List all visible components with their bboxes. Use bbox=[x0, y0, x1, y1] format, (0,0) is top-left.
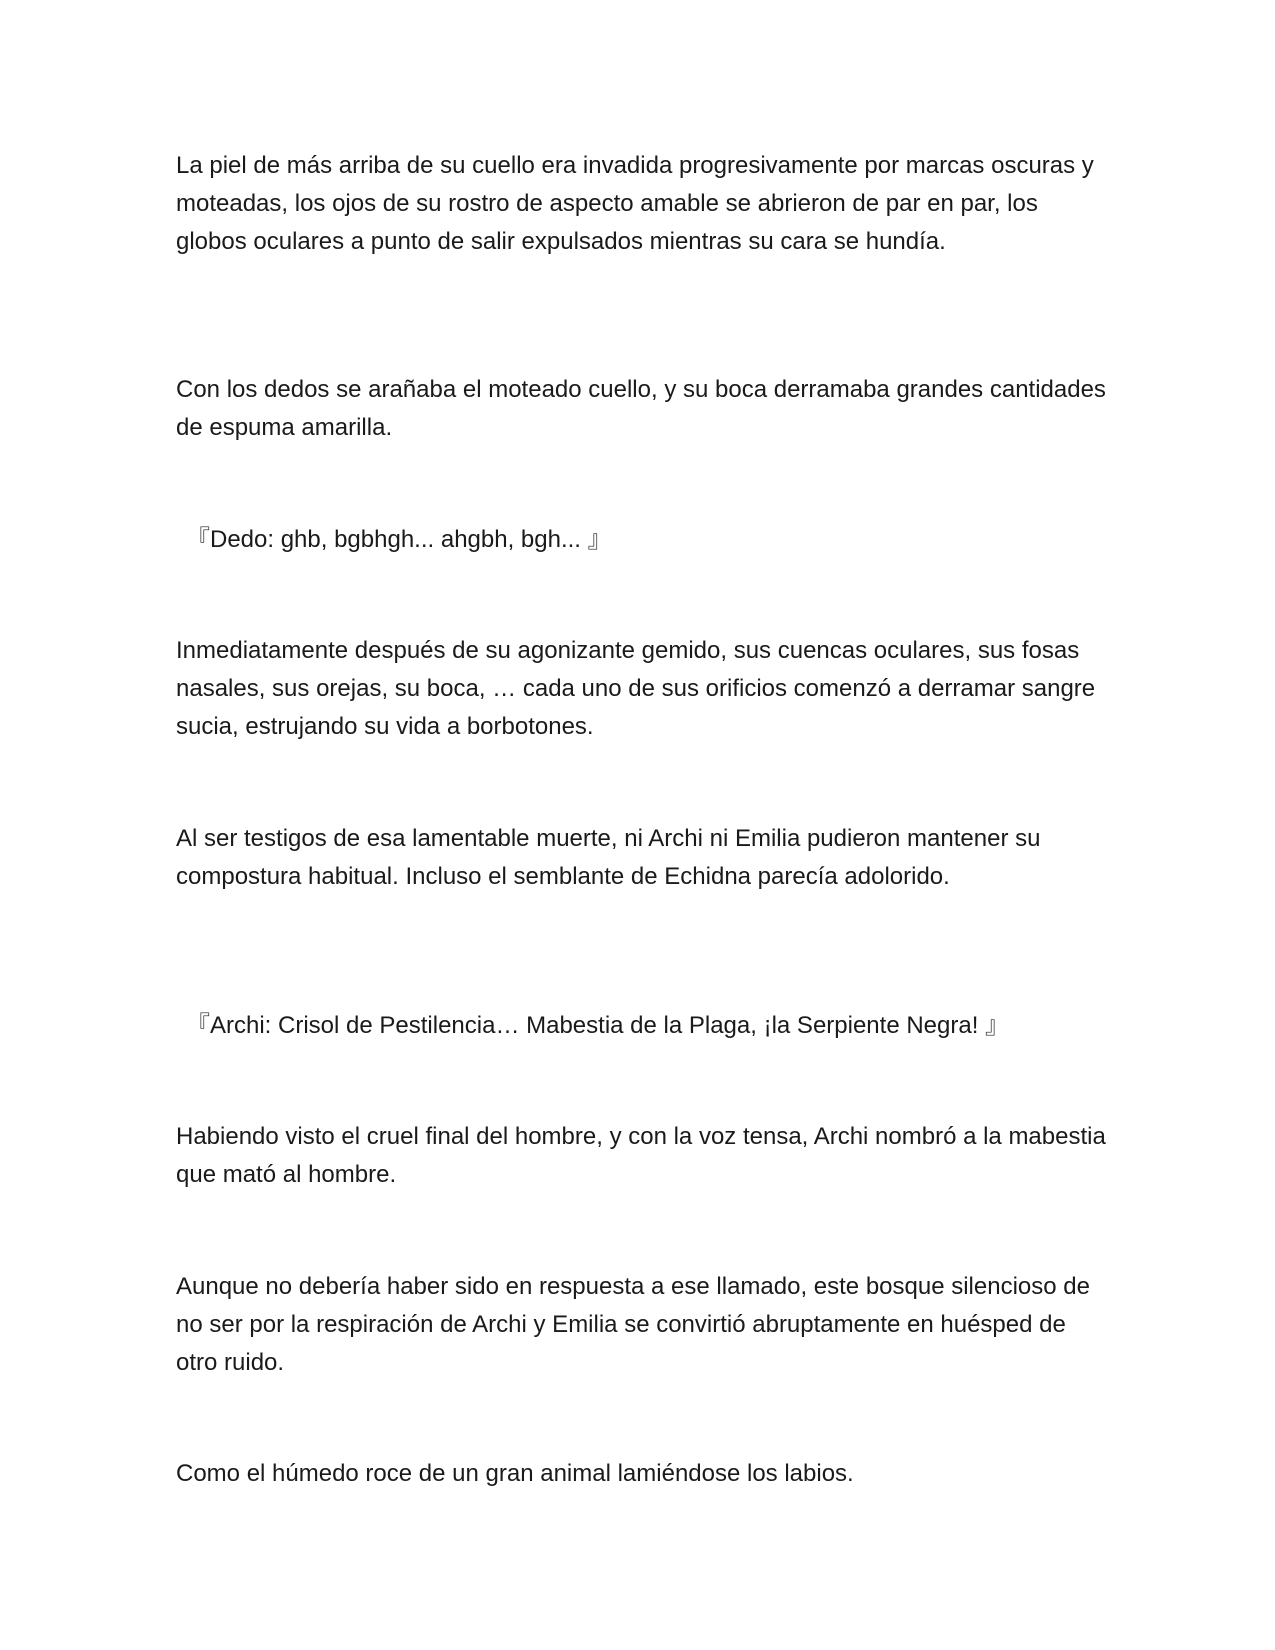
paragraph-scratching-neck: Con los dedos se arañaba el moteado cuello, y su boca derramaba grandes cantidades de espuma amarilla. bbox=[176, 376, 1106, 441]
paragraph-licking-lips: Como el húmedo roce de un gran animal lamiéndose los labios. bbox=[176, 1460, 854, 1487]
paragraph-forest-noise: Aunque no debería haber sido en respuesta a ese llamado, este bosque silencioso de no ser por la respiración de Archi y Emilia se convirtió abruptamente en huésped de otro ruido. bbox=[176, 1273, 1090, 1376]
dialogue-archi: 『Archi: Crisol de Pestilencia… Mabestia de la Plaga, ¡la Serpiente Negra! 』 bbox=[186, 1012, 1010, 1039]
paragraph-naming-beast: Habiendo visto el cruel final del hombre, y con la voz tensa, Archi nombró a la mabestia que mató al hombre. bbox=[176, 1123, 1106, 1188]
paragraph-witnesses: Al ser testigos de esa lamentable muerte, ni Archi ni Emilia pudieron mantener su compostura habitual. Incluso el semblante de Echidna parecía adolorido. bbox=[176, 825, 1041, 890]
paragraph-neck-marks: La piel de más arriba de su cuello era invadida progresivamente por marcas oscuras y moteadas, los ojos de su rostro de aspecto amable se abrieron de par en par, los globos oculares a punto de salir expulsados mientras su cara se hundía. bbox=[176, 152, 1094, 255]
dialogue-dedo: 『Dedo: ghb, bgbhgh... ahgbh, bgh... 』 bbox=[186, 526, 612, 553]
paragraph-bleeding: Inmediatamente después de su agonizante gemido, sus cuencas oculares, sus fosas nasales, sus orejas, su boca, … cada uno de sus orificios comenzó a derramar sangre sucia, estrujando su vida a borbotones. bbox=[176, 637, 1096, 740]
